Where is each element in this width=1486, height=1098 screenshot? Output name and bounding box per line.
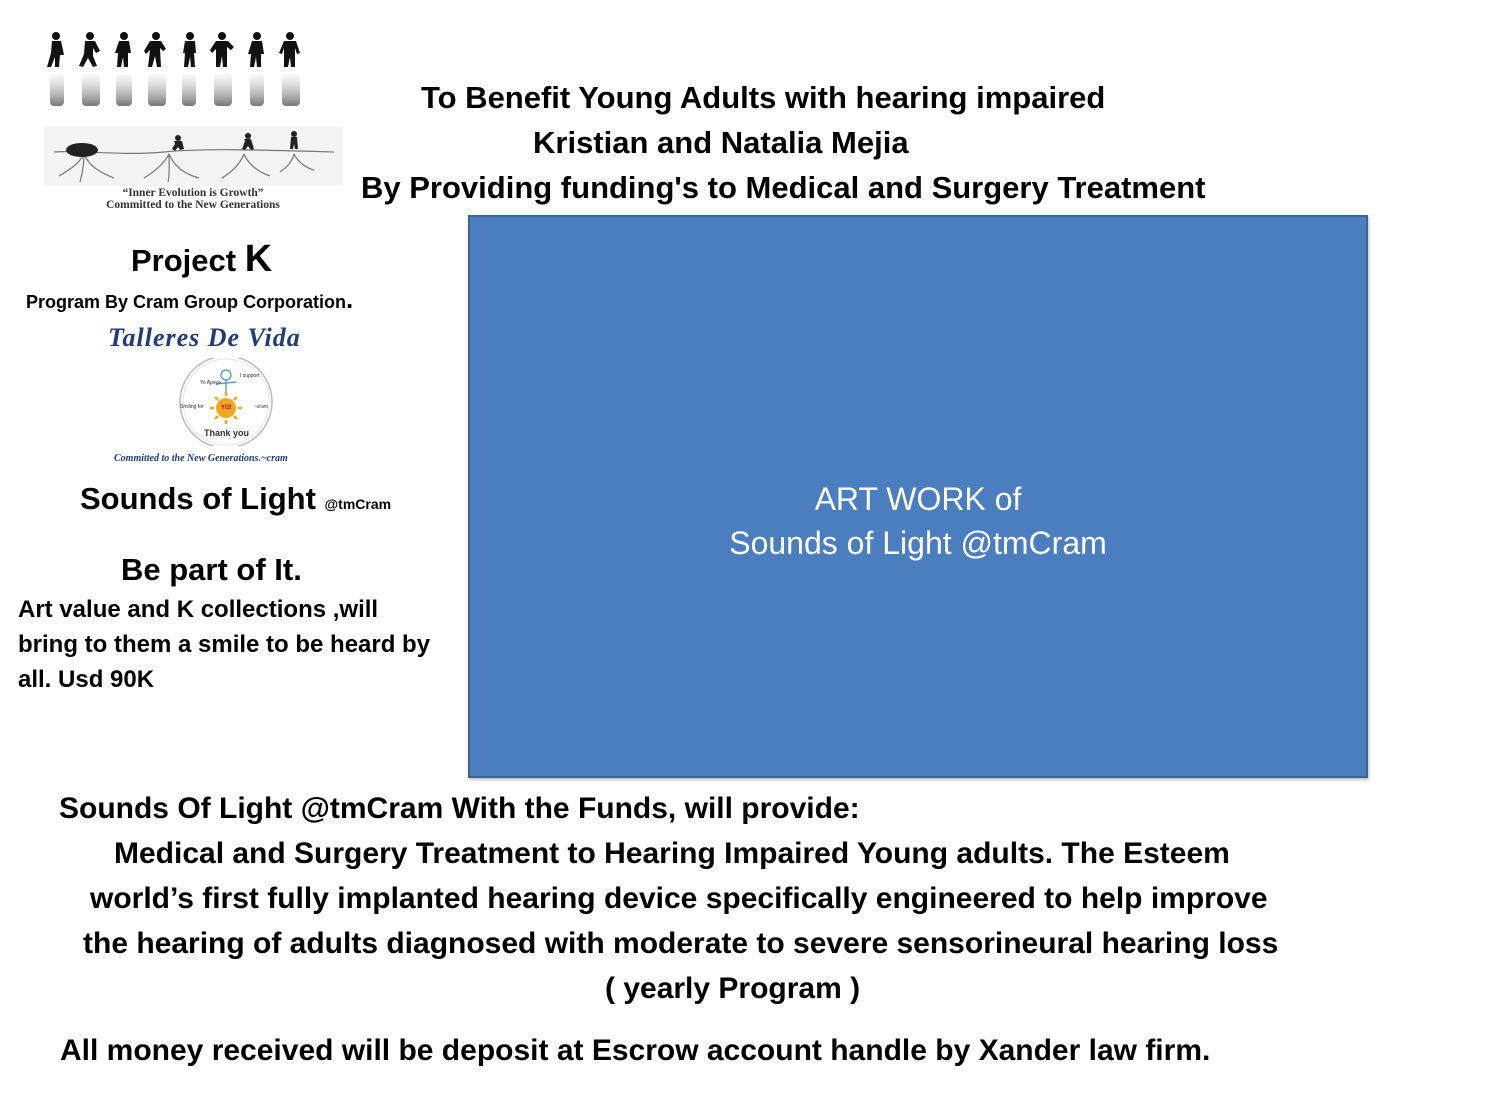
silhouettes-logo <box>44 30 314 110</box>
funds-line-4: the hearing of adults diagnosed with moderate to severe sensorineural hearing loss <box>83 927 1279 960</box>
sounds-handle: @tmCram <box>324 496 392 512</box>
be-part-line-2: bring to them a smile to be heard by <box>18 631 431 658</box>
talleres-title: Talleres De Vida <box>108 323 301 352</box>
evolution-illustration <box>44 126 342 186</box>
funds-line-3: world’s first fully implanted hearing device specifically engineered to help improve <box>90 882 1268 915</box>
header-line-3: By Providing funding's to Medical and Surgery Treatment <box>361 170 1206 205</box>
be-part-line-1: Art value and K collections ,will <box>18 596 379 623</box>
sounds-title <box>80 481 391 517</box>
talleres-badge <box>176 358 276 446</box>
badge-label-top-right: I support <box>240 373 260 379</box>
sounds-title-text: Sounds of Light <box>80 481 325 516</box>
badge-label-left: Smiling for <box>180 404 204 410</box>
art-box-line-2: Sounds of Light @tmCram <box>729 525 1107 561</box>
escrow-note: All money received will be deposit at Escrow account handle by Xander law firm. <box>60 1034 1211 1067</box>
project-title-letter: K <box>244 238 273 280</box>
project-title <box>131 238 272 281</box>
funds-line-5: ( yearly Program ) <box>605 972 861 1005</box>
program-credit-text: Program By Cram Group Corporation <box>26 292 347 312</box>
funds-line-2: Medical and Surgery Treatment to Hearing Impaired Young adults. The Esteem <box>114 837 1230 870</box>
header-line-1: To Benefit Young Adults with hearing impaired <box>421 80 1106 115</box>
logo-motto: “Inner Evolution is Growth” <box>122 187 264 199</box>
evolution-logo <box>44 126 342 212</box>
badge-label-thank-you: Thank you <box>204 428 250 438</box>
badge-label-top-left: Yo Apoyo <box>200 380 221 386</box>
talleres-committed: Committed to the New Generations.~cram <box>114 453 288 464</box>
header-line-2: Kristian and Natalia Mejia <box>533 125 909 160</box>
program-credit-period: . <box>346 284 354 314</box>
art-work-placeholder <box>468 215 1368 778</box>
be-part-line-3: all. Usd 90K <box>18 666 155 693</box>
art-box-line-1: ART WORK of <box>814 481 1022 517</box>
project-title-prefix: Project <box>131 243 245 278</box>
be-part-heading: Be part of It. <box>121 552 302 587</box>
badge-label-center: YO! <box>221 405 232 411</box>
program-credit <box>26 284 353 315</box>
badge-label-right: ~cram <box>254 404 269 410</box>
logo-subtitle: Committed to the New Generations <box>106 199 280 211</box>
funds-intro: Sounds Of Light @tmCram With the Funds, will provide: <box>59 792 860 825</box>
